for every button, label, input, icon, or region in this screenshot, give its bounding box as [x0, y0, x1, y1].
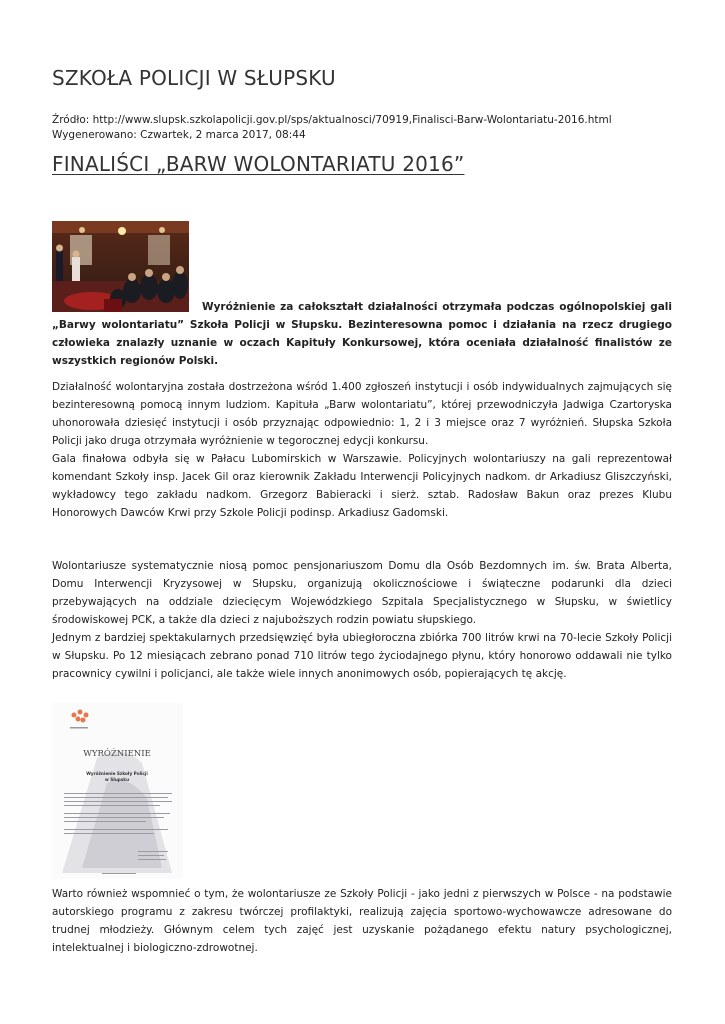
paragraph-1: Działalność wolontaryjna została dostrzeżona wśród 1.400 zgłoszeń instytucji i osób indywidualnych zajmujących się bezinteresowną pomocą innym ludziom. Kapituła „Barw wolontariatu”, której przewodniczyła Jadwiga Czartoryska uhonorowała dziesięć instytucji i osób przyznając odpowiednio: 1, 2 i 3 miejsce oraz 7 wyróżnień. Słupska Szkoła Policji jako druga otrzymała wyróżnienie w tegorocznej edycji konkursu.	[52, 381, 672, 447]
paragraph-4: Jednym z bardziej spektakularnych przedsięwzięć była ubiegłoroczna zbiórka 700 litrów krwi na 70-lecie Szkoły Policji w Słupsku. Po 12 miesiącach zebrano ponad 710 litrów tego życiodajnego płynu, który honorowo oddawali nie tylko pracownicy cywilni i policjanci, ale także wiele innych anonimowych osób, popierających tę akcję.	[52, 632, 672, 680]
article-lead	[52, 298, 672, 370]
certificate-recipient-2: w Słupsku	[104, 777, 130, 782]
certificate-recipient-1: Wyróżnienie Szkoły Policji	[86, 771, 148, 776]
paragraph-2: Gala finałowa odbyła się w Pałacu Lubomirskich w Warszawie. Policyjnych wolontariuszy na gali reprezentował komendant Szkoły insp. Jacek Gil oraz kierownik Zakładu Interwencji Policyjnych nadkom. dr Arkadiusz Gliszczyński, wykładowcy tego zakładu nadkom. Grzegorz Babieracki i sierż. sztab. Radosław Bakun oraz prezes Klubu Honorowych Dawców Krwi przy Szkole Policji podinsp. Arkadiusz Gadomski.	[52, 453, 672, 519]
article-section-1	[52, 378, 672, 522]
paragraph-5: Warto również wspomnieć o tym, że wolontariusze ze Szkoły Policji - jako jedni z pierwszych w Polsce - na podstawie autorskiego programu z zakresu twórczej profilaktyki, realizują zajęcia sportowo-wychowawcze adresowane do trudnej młodzieży. Głównym celem tych zajęć jest uzyskanie pożądanego efektu natury psychologicznej, intelektualnej i biologiczno-zdrowotnej.	[52, 888, 672, 954]
lead-text: Wyróżnienie za całokształt działalności otrzymała podczas ogólnopolskiej gali „Barwy wolontariatu” Szkoła Policji w Słupsku. Bezinteresowna pomoc i działania na rzecz drugiego człowieka znalazły uznanie w oczach Kapituły Konkursowej, która oceniała działalność finalistów ze wszystkich regionów Polski.	[52, 301, 672, 367]
paragraph-3: Wolontariusze systematycznie niosą pomoc pensjonariuszom Domu dla Osób Bezdomnych im. św. Brata Alberta, Domu Interwencji Kryzysowej w Słupsku, organizują okolicznościowe i świąteczne podarunki dla dzieci przebywających na oddziale dziecięcym Wojewódzkiego Szpitala Specjalistycznego w Słupsku, w świetlicy środowiskowej PCK, a także dla dzieci z najuboższych rodzin powiatu słupskiego.	[52, 560, 672, 626]
source-line: Źródło: http://www.slupsk.szkolapolicji.gov.pl/sps/aktualnosci/70919,Finalisci-Barw-Wolontariatu-2016.html	[52, 114, 612, 126]
certificate-heading: WYRÓŻNIENIE	[83, 749, 151, 759]
article-section-3	[52, 885, 672, 957]
generated-line: Wygenerowano: Czwartek, 2 marca 2017, 08:44	[52, 129, 306, 141]
article-section-2	[52, 557, 672, 683]
site-title: SZKOŁA POLICJI W SŁUPSKU	[52, 66, 336, 90]
article-title: FINALIŚCI „BARW WOLONTARIATU 2016”	[52, 152, 465, 176]
document-meta	[52, 113, 612, 143]
certificate-photo	[52, 703, 183, 879]
